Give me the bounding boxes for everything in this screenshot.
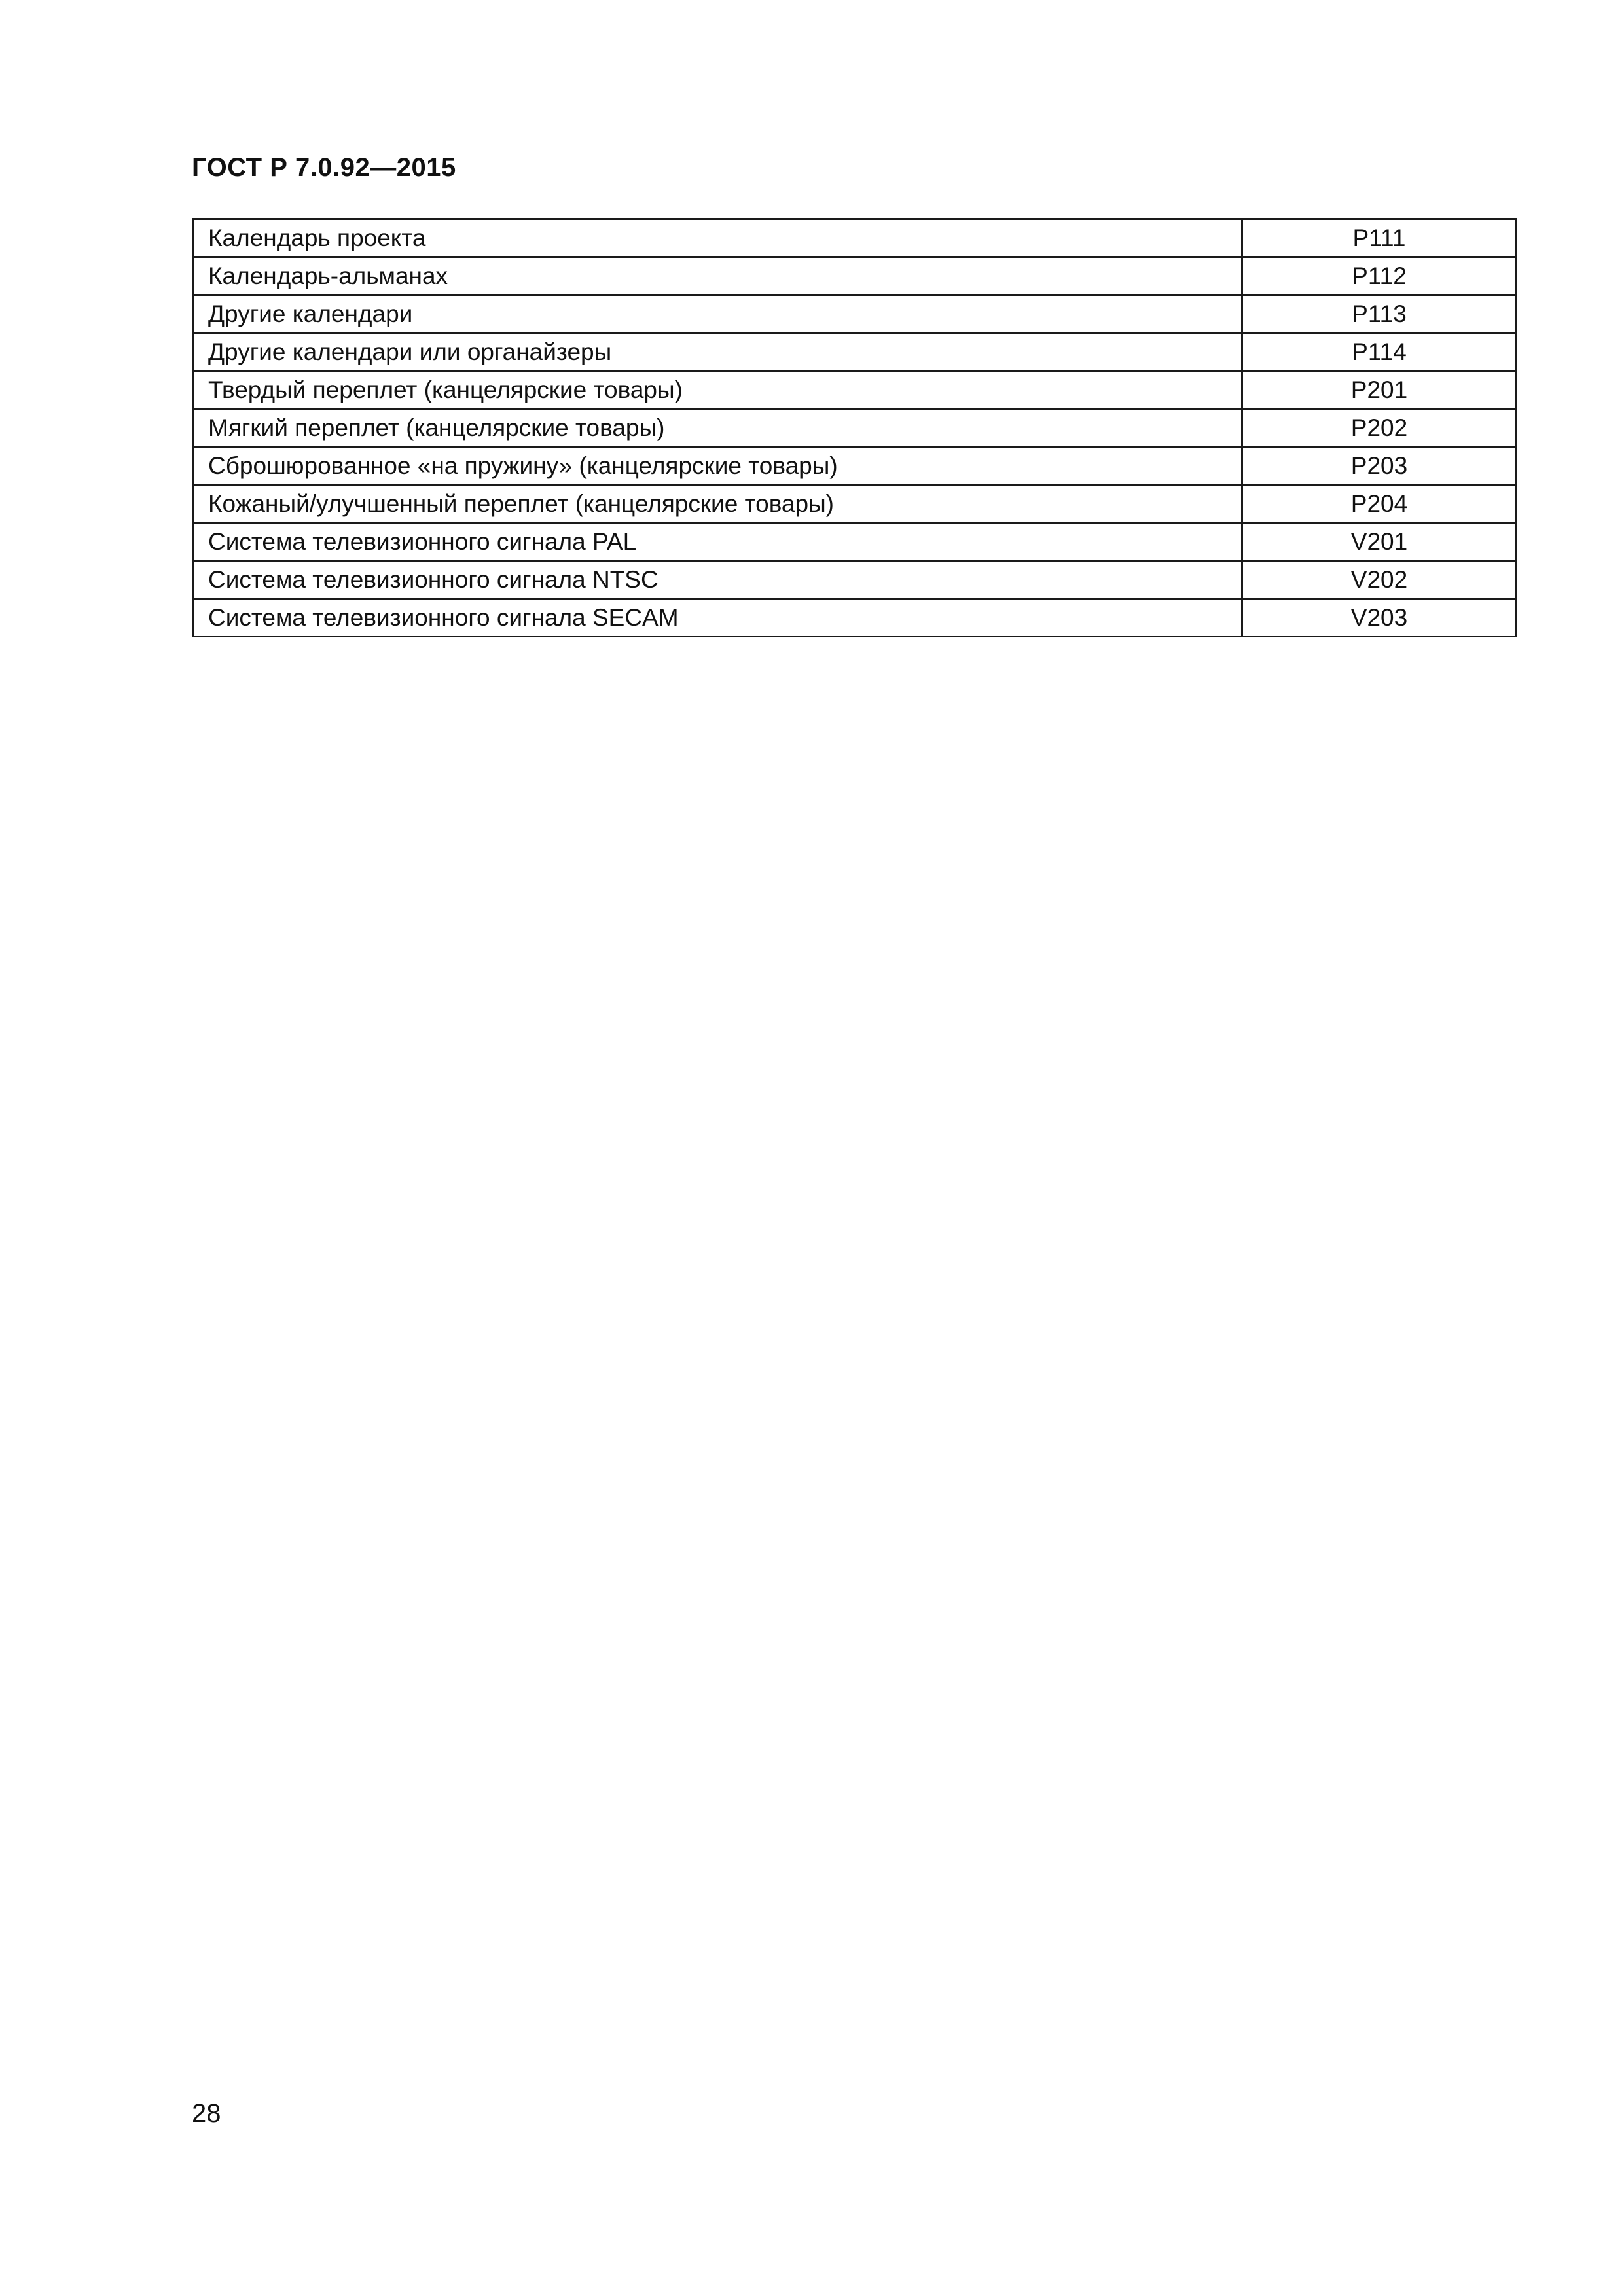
row-description: Другие календари или органайзеры <box>193 333 1242 371</box>
page-number: 28 <box>192 2099 221 2128</box>
table-row <box>193 409 1517 447</box>
row-description: Система телевизионного сигнала PAL <box>193 523 1242 561</box>
table-row <box>193 295 1517 333</box>
row-code: P204 <box>1242 485 1517 523</box>
table-row <box>193 485 1517 523</box>
row-code: P202 <box>1242 409 1517 447</box>
table-row <box>193 257 1517 295</box>
row-description: Мягкий переплет (канцелярские товары) <box>193 409 1242 447</box>
table-row <box>193 371 1517 409</box>
table-row <box>193 523 1517 561</box>
row-code: P111 <box>1242 219 1517 257</box>
row-code: P114 <box>1242 333 1517 371</box>
row-code: V202 <box>1242 561 1517 599</box>
row-description: Календарь проекта <box>193 219 1242 257</box>
row-code: V203 <box>1242 599 1517 637</box>
row-code: P201 <box>1242 371 1517 409</box>
table-row <box>193 447 1517 485</box>
page-header-standard-id: ГОСТ Р 7.0.92—2015 <box>192 153 456 182</box>
row-code: P203 <box>1242 447 1517 485</box>
row-code: P113 <box>1242 295 1517 333</box>
row-description: Календарь-альманах <box>193 257 1242 295</box>
row-description: Система телевизионного сигнала SECAM <box>193 599 1242 637</box>
table-row <box>193 599 1517 637</box>
table-row <box>193 561 1517 599</box>
product-form-code-table <box>192 218 1517 637</box>
row-description: Твердый переплет (канцелярские товары) <box>193 371 1242 409</box>
row-description: Система телевизионного сигнала NTSC <box>193 561 1242 599</box>
table-row <box>193 333 1517 371</box>
code-table-body <box>193 219 1517 637</box>
row-description: Другие календари <box>193 295 1242 333</box>
row-description: Кожаный/улучшенный переплет (канцелярские товары) <box>193 485 1242 523</box>
table-row <box>193 219 1517 257</box>
row-description: Сброшюрованное «на пружину» (канцелярские товары) <box>193 447 1242 485</box>
row-code: P112 <box>1242 257 1517 295</box>
row-code: V201 <box>1242 523 1517 561</box>
